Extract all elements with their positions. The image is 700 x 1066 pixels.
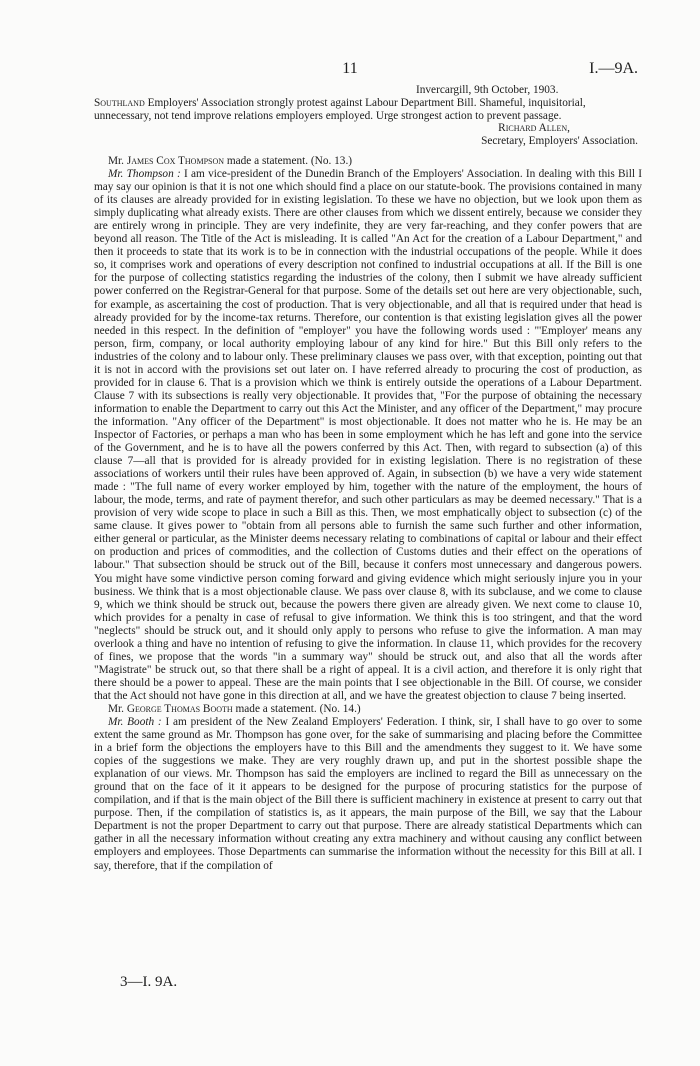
telegram-signature	[94, 122, 642, 135]
witness-name: George Thomas Booth	[126, 702, 233, 715]
paragraph-text: I am vice-president of the Dunedin Branch of the Employers' Association. In dealing with this Bill I may say our opinion is that it is not one which should find a place on our statute-book. The provisions contained in many of its clauses are already provided for in existing legislation. To these we have no objection, but we look upon them as simply duplicating what already exists. There are other clauses from which we dissent entirely, because we consider they are entirely wrong in principle. They are very indefinite, they are very far-reaching, and they confer powers that are beyond all reason. The Title of the Act is misleading. It is called "An Act for the creation of a Labour Department," and then it proceeds to state that its work is to be in connection with the industrial occupations of the people. While it does so, it comprises work and operations of every description not confined to industrial occupations at all. If the Bill is one for the purpose of collecting statistics regarding the industries of the colony, then I submit we have already sufficient power conferred on the Registrar-General for that purpose. Some of the details set out here are very objectionable, such, for example, as ascertaining the cost of production. That is very objectionable, and all that is required under that head is already provided for by the income-tax returns. Therefore, our contention is that existing legislation gives all the power needed in this respect. In the definition of "employer" you have the following words used : "'Employer' means any person, firm, company, or local authority employing labour of any kind for hire." But this Bill only refers to the industries of the colony and to labour only. These preliminary clauses we pass over, with that exception, pointing out that it is not in accord with the provisions set out later on. I have referred already to procuring the cost of production, as provided for in clause 6. That is a provision which we think is entirely outside the operations of a Labour Department. Clause 7 with its subsections is really very objectionable. It provides that, "For the purpose of obtaining the necessary information to enable the Department to carry out this Act the Minister, and any officer of the Department," may procure the information. "Any officer of the Department" is most objectionable. It does not matter who he is. He may be an Inspector of Factories, or perhaps a man who has been in some employment which he has left and gone into the service of the Government, and he is to have all the powers conferred by this Act. Then, with regard to subsection (a) of this clause 7—all that is provided for is already provided for in existing legislation. There is no registration of these associations of workers until their rules have been approved of. Again, in subsection (b) we have a very wide statement made : "The full name of every worker employed by him, together with the nature of the employment, the hours of labour, the mode, terms, and rate of payment therefor, and such other particulars as may be deemed necessary." That is a provision of very wide scope to place in such a Bill as this. Then, we most emphatically object to subsection (c) of the same clause. It gives power to "obtain from all persons able to furnish the same such further and other information, either general or particular, as the Minister deems necessary relating to combinations of capital or labour and their effect on production and prices of commodities, and the collection of Customs duties and their effect on the operations of labour." That subsection should be struck out of the Bill, because it confers most unnecessary and dangerous powers. You might have some vindictive person coming forward and giving evidence which might seriously injure you in your business. We think that is a most objectionable clause. We pass over clause 8, with its subclause, and we come to clause 9, which we think should be struck out, because the powers there given are already given. We next come to clause 10, which provides for a penalty in case of refusal to give information. We think this is too stringent, and that the word "neglects" should be struck out, and it should only apply to persons who refuse to give the information. A man may overlook a thing and have no intention of refusing to give the information. In clause 11, which provides for the recovery of fines, we propose that the words "in a summary way" should be struck out, and also that all the words after "Magistrate" be struck out, so that there shall be a right of appeal. It is a civil action, and therefore it is only right that there should be a power to appeal. These are the main points that I see objectionable in the Bill. Of course, we consider that the Act should not have gone in this direction at all, and we have the greatest objection to clause 7 being inserted.	[94, 168, 642, 702]
telegram-body: Employers' Association strongly protest against Labour Department Bill. Shameful, inquisitorial, unnecessary, not tend improve relations employers employed. Urge strongest action to prevent passage.	[94, 96, 586, 122]
signatory-name: Richard Allen,	[498, 122, 570, 135]
witness-name: James Cox Thompson	[126, 155, 225, 167]
document-reference: I.—9A.	[589, 60, 638, 77]
statement-suffix: made a statement. (No. 13.)	[226, 155, 353, 167]
booth-paragraph	[94, 716, 642, 873]
signature-mark: 3—I. 9A.	[120, 974, 178, 990]
page-number: 11	[342, 60, 358, 77]
statement-prefix: Mr.	[108, 155, 125, 167]
statement-heading-14	[94, 703, 642, 716]
paragraph-text: I am president of the New Zealand Employers' Federation. I think, sir, I shall have to go over to some extent the same ground as Mr. Thompson has gone over, for the sake of summarising and placing before the Committee in a brief form the objections the employers have to this Bill and the amendments they suggest to it. We have some copies of the suggestions we make. They are very roughly drawn up, and put in the shortest possible shape the explanation of our views. Mr. Thompson has said the employers are inclined to regard the Bill as unnecessary on the ground that on the face of it it appears to be designed for the purpose of procuring statistics for the purpose of compilation, and if that is the main object of the Bill there is sufficient machinery in existence at present to carry out that purpose. Then, if the compilation of statistics is, as it appears, the main purpose of the Bill, we say that the Labour Department is not the proper Department to carry out that purpose. There are already statistical Departments which can gather in all the necessary information without creating any extra machinery and without causing any conflict between employers and employees. Those Departments can summarise the information without the necessity for this Bill at all. I say, therefore, that if the compilation of	[94, 716, 642, 872]
telegram-date: Invercargill, 9th October, 1903.	[416, 84, 559, 96]
telegram-text	[94, 97, 642, 123]
speaker-label: Mr. Thompson :	[108, 168, 181, 181]
telegram-block	[94, 84, 642, 148]
speaker-label: Mr. Booth :	[108, 716, 162, 729]
statement-suffix: made a statement. (No. 14.)	[235, 702, 361, 715]
evidence-text	[94, 155, 642, 873]
signatory-title: Secretary, Employers' Association.	[481, 135, 638, 148]
thompson-paragraph	[94, 168, 642, 703]
statement-heading-13	[94, 155, 642, 168]
telegram-lead-word: Southland	[94, 96, 145, 109]
statement-prefix: Mr.	[108, 702, 125, 715]
